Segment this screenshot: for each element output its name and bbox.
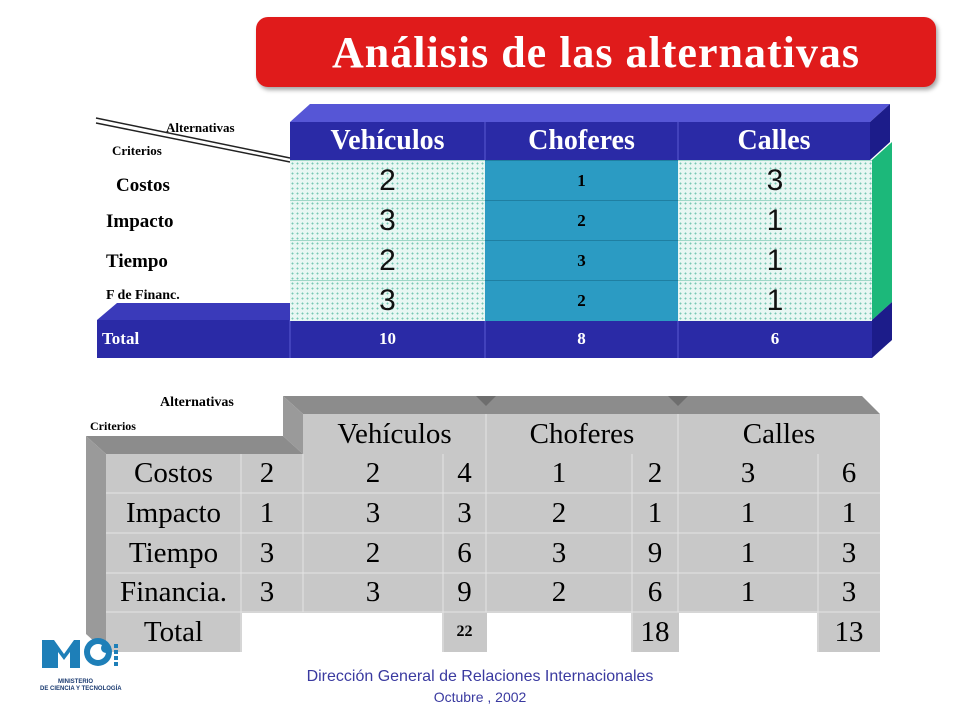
table2-row-label: Impacto bbox=[125, 496, 221, 529]
table1-row-label-impacto: Impacto bbox=[106, 211, 174, 232]
table2-total-choferes: 18 bbox=[640, 615, 670, 648]
table2-cell: 6 bbox=[457, 536, 472, 569]
table2-body-side bbox=[86, 436, 106, 652]
table2-cell: 9 bbox=[647, 536, 663, 569]
ministerio-logo bbox=[40, 634, 140, 690]
table2-weight: 2 bbox=[259, 457, 275, 489]
table1-cell: 2 bbox=[485, 280, 678, 321]
table1-body-side bbox=[872, 142, 892, 320]
table2-cell: 3 bbox=[457, 496, 472, 529]
table2-cell: 2 bbox=[365, 536, 381, 569]
table1-header-choferes: Choferes bbox=[528, 125, 635, 156]
table1-cell: 2 bbox=[290, 160, 485, 201]
table1-row-label-costos: Costos bbox=[116, 175, 170, 196]
table1-cell: 3 bbox=[678, 160, 872, 201]
table2-cell: 2 bbox=[551, 496, 567, 529]
table2-cell: 4 bbox=[457, 457, 472, 489]
table2-total-vehiculos: 22 bbox=[456, 623, 473, 640]
page-title: Análisis de las alternativas bbox=[332, 27, 860, 77]
logo-text-line2: DE CIENCIA Y TECNOLOGÍA bbox=[40, 686, 122, 692]
table2-cell: 1 bbox=[841, 496, 857, 529]
mcyt-logo-icon bbox=[40, 634, 140, 674]
table1-corner-alternativas: Alternativas bbox=[166, 120, 235, 135]
table2-weight: 3 bbox=[259, 576, 275, 608]
table1-total-calles: 6 bbox=[770, 329, 780, 348]
table1-cell: 3 bbox=[485, 240, 678, 281]
table1-cell: 2 bbox=[290, 240, 485, 281]
table2-row-label: Tiempo bbox=[128, 536, 219, 569]
table2-weight: 1 bbox=[259, 496, 275, 529]
table2-cell: 6 bbox=[841, 457, 857, 489]
table2-row-label: Financia. bbox=[119, 576, 228, 608]
table2-cell: 2 bbox=[365, 457, 381, 489]
table1-header-vehiculos: Vehículos bbox=[330, 125, 445, 156]
table1-cell: 1 bbox=[485, 160, 678, 201]
table2-cell: 3 bbox=[365, 496, 381, 529]
table2-total-calles: 13 bbox=[834, 615, 864, 648]
table2-cell: 1 bbox=[740, 576, 756, 608]
table2-cell: 3 bbox=[740, 457, 756, 489]
table2-header-calles: Calles bbox=[742, 417, 816, 450]
table2-cell: 3 bbox=[551, 536, 567, 569]
footer-organization: Dirección General de Relaciones Internacionales bbox=[306, 668, 654, 685]
table1-cell: 1 bbox=[678, 280, 872, 321]
table2-cell: 1 bbox=[647, 496, 663, 529]
table2-cell: 3 bbox=[841, 576, 857, 608]
table2-header-vehiculos: Vehículos bbox=[337, 417, 452, 450]
logo-text-line1: MINISTERIO bbox=[58, 679, 94, 685]
table2-corner-alternativas: Alternativas bbox=[160, 395, 234, 410]
table1-cell: 1 bbox=[678, 240, 872, 281]
table2-cell: 3 bbox=[841, 536, 857, 569]
table1-total-choferes: 8 bbox=[577, 329, 586, 348]
table1-total-label: Total bbox=[102, 329, 140, 348]
table2-body-top bbox=[86, 436, 303, 454]
table2-corner-criterios: Criterios bbox=[90, 419, 136, 433]
footer-date: Octubre , 2002 bbox=[433, 689, 527, 705]
table1-row-label-tiempo: Tiempo bbox=[106, 251, 168, 272]
table1-cell: 1 bbox=[678, 200, 872, 241]
table1-total-top bbox=[97, 303, 291, 320]
table2-cell: 3 bbox=[365, 576, 381, 608]
table2-cell: 1 bbox=[551, 457, 567, 489]
table2-header-top bbox=[283, 396, 880, 414]
table2-header-choferes: Choferes bbox=[529, 417, 635, 450]
table1-cell: 3 bbox=[290, 200, 485, 241]
table2-cell: 2 bbox=[551, 576, 567, 608]
table1-corner-criterios: Criterios bbox=[112, 143, 162, 158]
table2-cell: 2 bbox=[647, 457, 663, 489]
table2-cell: 1 bbox=[740, 536, 756, 569]
table2-cell: 6 bbox=[647, 576, 663, 608]
table1-total-vehiculos: 10 bbox=[379, 329, 396, 348]
table1-cell: 3 bbox=[290, 280, 485, 321]
table1-header-calles: Calles bbox=[737, 125, 811, 156]
table2-weight: 3 bbox=[259, 536, 275, 569]
table2-cell: 9 bbox=[457, 576, 472, 608]
table2-total-label: Total bbox=[143, 615, 204, 648]
table1-row-label-financ: F de Financ. bbox=[106, 288, 180, 303]
table2-row-label: Costos bbox=[134, 457, 213, 489]
table1-cell: 2 bbox=[485, 200, 678, 241]
table1-header-top bbox=[290, 104, 890, 122]
table2-cell: 1 bbox=[740, 496, 756, 529]
